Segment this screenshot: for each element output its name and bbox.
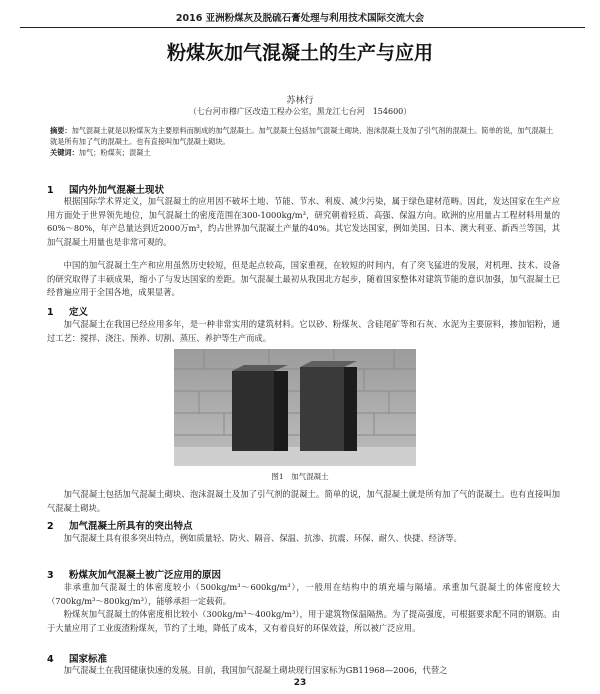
section-heading <box>47 651 107 665</box>
paragraph: 根据国际学术界定义，加气混凝土的应用因不破坏土地、节能、节水、利废、减少污染，属于绿色建材范畴。因此，发达国家在生产应用方面处于世界领先地位，加气混凝土的密度范围在300-1000kg/m³，研究朝着轻质、高强、保温方向。欧洲的应用量占工程材料用量的60%～80%，年产总量达到近2000万m³，约占世界加气混凝土产量的40%。其它发达国家，例如美国、日本、澳大利亚、新西兰等国，其加气混凝土用量也是非常可观的。 <box>47 196 560 247</box>
paragraph: 中国的加气混凝土生产和应用虽然历史较短，但是起点较高，国家重视，在较短的时间内，有了突飞猛进的发展，对机理、技术、设备的研究取得了丰硕成果，缩小了与发达国家的差距。加气混凝土最初从我国北方起步，随着国家整体对建筑节能的意识加强，加气混凝土已经普遍应用于全国各地，成果显著。 <box>47 260 560 298</box>
keywords <box>50 147 560 158</box>
section-title: 加气混凝土所具有的突出特点 <box>69 521 193 532</box>
section-title: 国内外加气混凝土现状 <box>69 185 165 196</box>
header-rule <box>20 27 585 28</box>
keywords-label: 关键词： <box>50 148 79 157</box>
paragraph: 非承重加气混凝土的体密度较小（500kg/m³～600kg/m³），一般用在结构中的填充墙与隔墙。承重加气混凝土的体密度较大（700kg/m³～800kg/m³），能够承担一定载荷。 <box>47 582 560 606</box>
section-number: 1 <box>47 307 54 318</box>
section-heading <box>47 304 88 318</box>
conference-header: 2016 亚洲粉煤灰及脱硫石膏处理与利用技术国际交流大会 <box>175 13 425 24</box>
abstract-block <box>50 125 560 158</box>
affiliation: （七台河市穆广区改造工程办公室，黑龙江七台河 154600） <box>188 107 412 116</box>
section-number: 2 <box>47 521 54 532</box>
paragraph: 加气混凝土在我国已经应用多年，是一种非常实用的建筑材料。它以砂、粉煤灰、含硅尾矿等和石灰、水泥为主要原料，掺加铝粉，通过工艺：搅拌、浇注、预养、切割、蒸压、养护等生产而成。 <box>47 319 560 343</box>
section-title: 粉煤灰加气混凝土被广泛应用的原因 <box>69 570 222 581</box>
keywords-text: 加气；粉煤灰；混凝土 <box>78 148 151 157</box>
abstract-label: 摘要： <box>50 126 72 135</box>
section-heading <box>47 182 164 196</box>
section-number: 4 <box>47 654 54 665</box>
paragraph: 加气混凝土具有很多突出特点，例如质量轻、防火、隔音、保温、抗渗、抗震、环保、耐久、快捷、经济等。 <box>63 533 462 543</box>
paragraph: 加气混凝土包括加气混凝土砌块、泡沫混凝土及加了引气剂的混凝土。简单的说，加气混凝土就是所有加了气的混凝土。也有直接叫加气混凝土砌块。 <box>47 489 560 513</box>
abstract <box>50 125 560 147</box>
paragraph: 加气混凝土在我国健康快速的发展。目前，我国加气混凝土砌块现行国家标为GB11968—2006，代替之 <box>63 665 448 675</box>
author: 苏林行 <box>286 96 314 106</box>
section-heading <box>47 567 221 581</box>
concrete-blocks-image <box>174 349 416 466</box>
paragraph: 粉煤灰加气混凝土的体密度相比较小（300kg/m³～400kg/m³），用于建筑物保温隔热。为了提高强度，可根据要求配不同的钢筋。由于大量应用了工业废渣粉煤灰，节约了土地，降低了成本，又有着良好的环保效益，所以被广泛应用。 <box>47 609 560 633</box>
aerated-concrete-photo <box>174 349 416 466</box>
abstract-text: 加气混凝土就是以粉煤灰为主要原料而制成的加气混凝土。加气混凝土包括加气混凝土砌块、泡沫混凝土及加了引气剂的混凝土。简单的说，加气混凝土就是所有加了气的混凝土。也有直接叫加气混凝土砌块。 <box>50 126 554 146</box>
section-number: 1 <box>47 185 54 196</box>
figure-caption: 图1 加气混凝土 <box>271 472 329 481</box>
section-title: 国家标准 <box>69 654 108 665</box>
section-heading <box>47 518 193 532</box>
page-number: 23 <box>293 678 307 688</box>
page-title: 粉煤灰加气混凝土的生产与应用 <box>166 42 433 64</box>
section-title: 定义 <box>69 307 89 318</box>
section-number: 3 <box>47 570 54 581</box>
